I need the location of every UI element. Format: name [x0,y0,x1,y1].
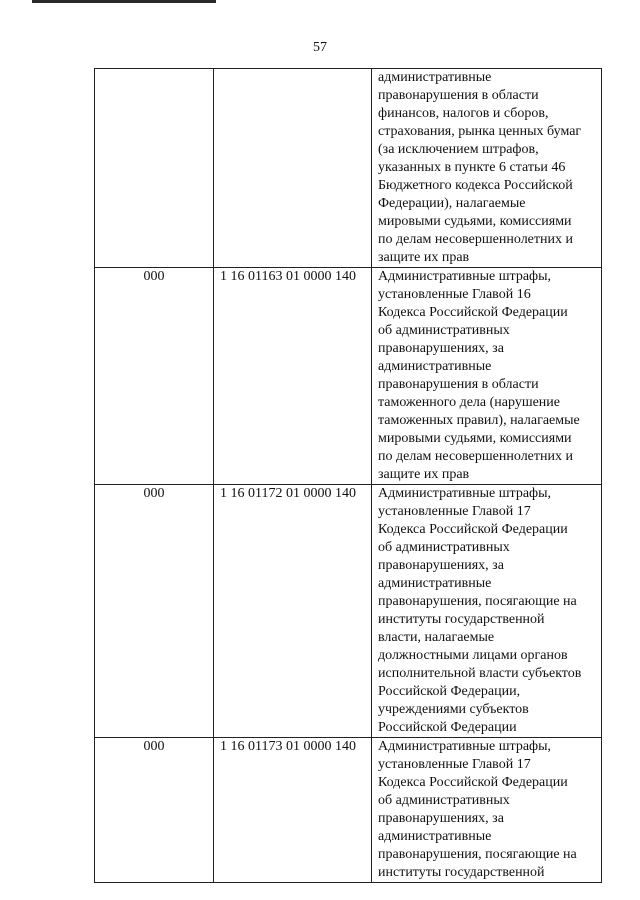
description-line: Федерации), налагаемые [378,196,526,211]
description-line: институты государственной [378,612,545,627]
description-line: правонарушения в области [378,377,539,392]
description-line: установленные Главой 17 [378,757,531,772]
scan-edge-mark [32,0,216,3]
budget-classification-code-cell [214,69,372,268]
description-line: установленные Главой 16 [378,287,531,302]
description-line: административные [378,359,492,374]
revenue-codes-table [94,68,602,883]
description-line: правонарушения в области [378,88,539,103]
description-line: по делам несовершеннолетних и [378,232,573,247]
description-line: правонарушения, посягающие на [378,847,577,862]
page-number: 57 [313,40,327,55]
description-line: установленные Главой 17 [378,504,531,519]
description-line: исполнительной власти субъектов [378,666,582,681]
description-line: Административные штрафы, [378,739,552,754]
description-line: власти, налагаемые [378,630,495,645]
description-line: правонарушения, посягающие на [378,594,577,609]
description-line: защите их прав [378,250,470,265]
admin-code-cell [95,69,214,268]
description-line: Административные штрафы, [378,269,552,284]
description-line: институты государственной [378,865,545,880]
description-line: административные [378,576,492,591]
table-row [95,738,602,883]
description-cell [372,268,602,485]
table-body [95,69,602,883]
admin-code-cell: 000 [95,268,214,485]
description-cell [372,485,602,738]
description-line: указанных в пункте 6 статьи 46 [378,160,566,175]
description-line: мировыми судьями, комиссиями [378,214,572,229]
table-row [95,69,602,268]
description-line: таможенного дела (нарушение [378,395,561,410]
description-line: Российской Федерации, [378,684,521,699]
description-line: (за исключением штрафов, [378,142,539,157]
admin-code-cell: 000 [95,485,214,738]
description-line: Кодекса Российской Федерации [378,305,568,320]
description-line: Административные штрафы, [378,486,552,501]
description-line: по делам несовершеннолетних и [378,449,573,464]
budget-classification-code-cell: 1 16 01163 01 0000 140 [214,268,372,485]
description-line: об административных [378,540,510,555]
description-line: должностными лицами органов [378,648,568,663]
description-line: мировыми судьями, комиссиями [378,431,572,446]
table-row [95,268,602,485]
description-line: финансов, налогов и сборов, [378,106,549,121]
description-line: Бюджетного кодекса Российской [378,178,573,193]
description-line: учреждениями субъектов [378,702,529,717]
description-line: страхования, рынка ценных бумаг [378,124,582,139]
description-line: об административных [378,793,510,808]
description-cell [372,69,602,268]
description-line: правонарушениях, за [378,558,504,573]
description-line: Российской Федерации [378,720,517,735]
description-line: правонарушениях, за [378,341,504,356]
description-cell [372,738,602,883]
description-line: правонарушениях, за [378,811,504,826]
budget-classification-code-cell: 1 16 01173 01 0000 140 [214,738,372,883]
description-line: административные [378,829,492,844]
admin-code-cell: 000 [95,738,214,883]
description-line: защите их прав [378,467,470,482]
description-line: Кодекса Российской Федерации [378,775,568,790]
description-line: об административных [378,323,510,338]
description-line: административные [378,70,492,85]
table-row [95,485,602,738]
description-line: Кодекса Российской Федерации [378,522,568,537]
description-line: таможенных правил), налагаемые [378,413,580,428]
budget-classification-code-cell: 1 16 01172 01 0000 140 [214,485,372,738]
